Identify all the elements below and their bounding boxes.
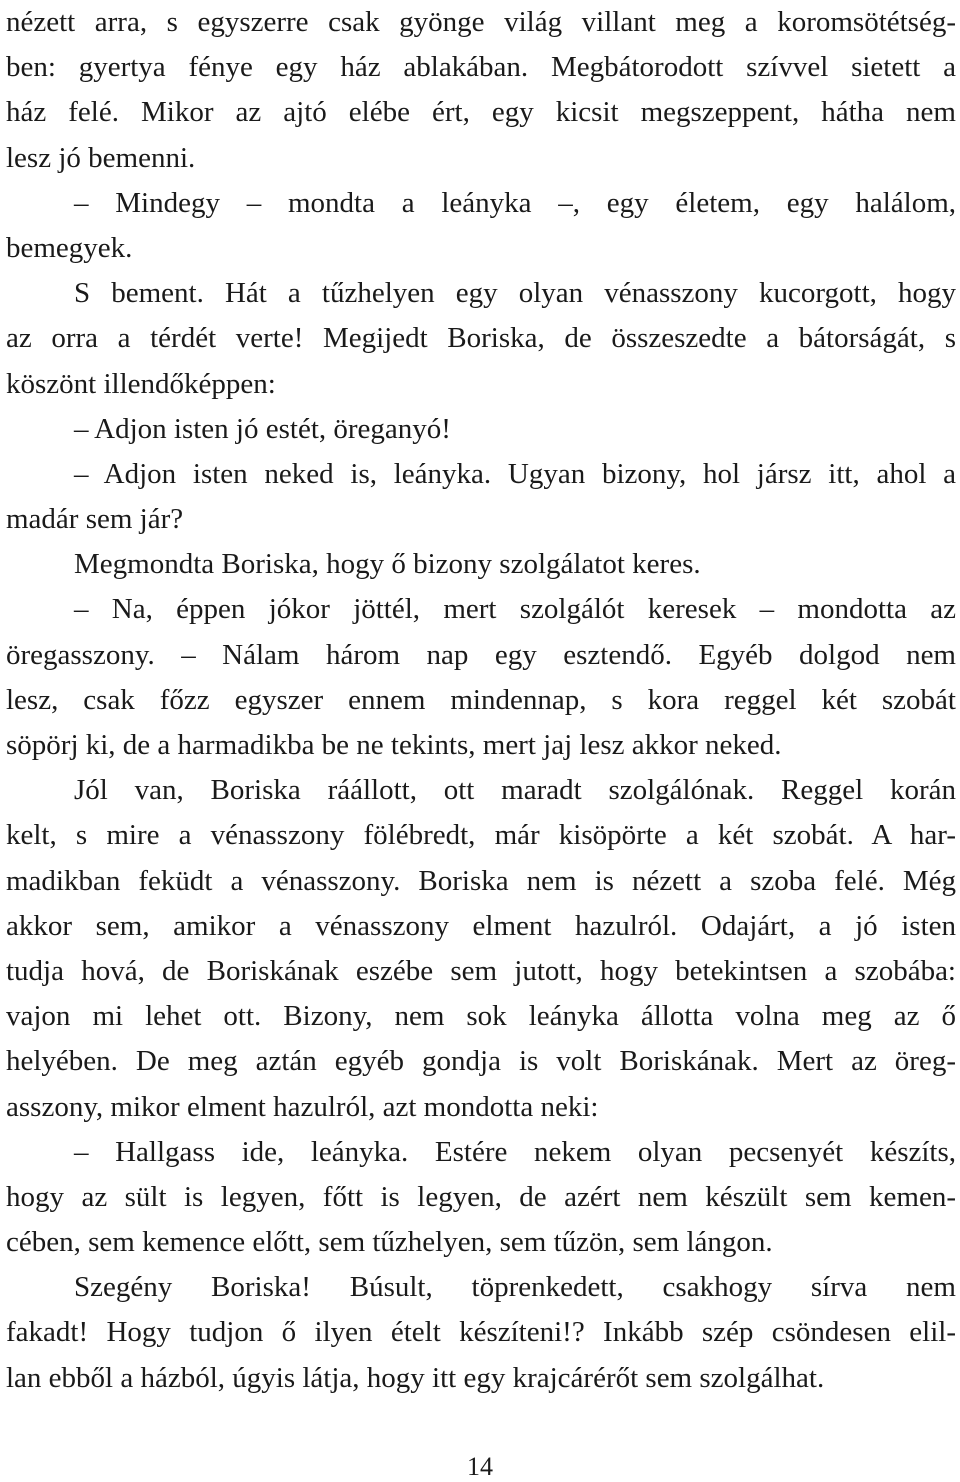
text-line: lesz, csak főzz egyszer ennem mindennap, s kora reggel két szobát [6,683,956,716]
text-line: söpörj ki, de a harmadikba be ne tekints, mert jaj lesz akkor neked. [6,729,782,761]
text-line: helyében. De meg aztán egyéb gondja is volt Boriskának. Mert az öreg- [6,1045,956,1078]
text-line: tudja hová, de Boriskának eszébe sem jutott, hogy betekintsen a szobába: [6,954,956,987]
text-line: Megmondta Boriska, hogy ő bizony szolgálatot keres. [74,548,701,581]
text-line: cében, sem kemence előtt, sem tűzhelyen, sem tűzön, sem lángon. [6,1226,773,1259]
text-line: nézett arra, s egyszerre csak gyönge világ villant meg a koromsötétség- [6,6,956,38]
text-line: madikban feküdt a vénasszony. Boriska nem is nézett a szoba felé. Még [6,864,956,897]
text-line: – Hallgass ide, leányka. Estére nekem olyan pecsenyét készíts, [74,1135,956,1168]
text-line: Jól van, Boriska ráállott, ott maradt szolgálónak. Reggel korán [74,774,956,807]
text-line: az orra a térdét verte! Megijedt Boriska, de összeszedte a bátorságát, s [6,322,956,355]
text-line: – Adjon isten neked is, leányka. Ugyan bizony, hol jársz itt, ahol a [74,457,956,490]
text-line: lesz jó bemenni. [6,141,196,174]
text-line: vajon mi lehet ott. Bizony, nem sok leányka állotta volna meg az ő [6,1000,956,1033]
text-line: – Adjon isten jó estét, öreganyó! [74,412,451,445]
book-page-body [6,0,956,1401]
text-line: bemegyek. [6,231,133,264]
text-line: madár sem jár? [6,503,184,536]
text-line: asszony, mikor elment hazulról, azt mondotta neki: [6,1090,599,1123]
text-line: fakadt! Hogy tudjon ő ilyen ételt készíteni!? Inkább szép csöndesen elil- [6,1316,956,1349]
text-line: ben: gyertya fénye egy ház ablakában. Megbátorodott szívvel sietett a [6,51,956,84]
text-line: Szegény Boriska! Búsult, töprenkedett, csakhogy sírva nem [74,1271,956,1304]
text-line: S bement. Hát a tűzhelyen egy olyan vénasszony kucorgott, hogy [74,277,956,310]
text-line: – Na, éppen jókor jöttél, mert szolgálót keresek – mondotta az [74,593,956,626]
text-line: kelt, s mire a vénasszony fölébredt, már kisöpörte a két szobát. A har- [6,819,956,852]
text-line: köszönt illendőképpen: [6,367,276,400]
text-line: lan ebből a házból, úgyis látja, hogy itt egy krajcárérőt sem szolgálhat. [6,1361,825,1394]
page-number: 14 [467,1452,493,1481]
text-line: öregasszony. – Nálam három nap egy esztendő. Egyéb dolgod nem [6,638,956,671]
text-line: – Mindegy – mondta a leányka –, egy életem, egy halálom, [74,186,956,219]
text-line: hogy az sült is legyen, főtt is legyen, de azért nem készült sem kemen- [6,1180,956,1213]
text-line: akkor sem, amikor a vénasszony elment hazulról. Odajárt, a jó isten [6,909,956,942]
text-line: ház felé. Mikor az ajtó elébe ért, egy kicsit megszeppent, hátha nem [6,96,956,129]
